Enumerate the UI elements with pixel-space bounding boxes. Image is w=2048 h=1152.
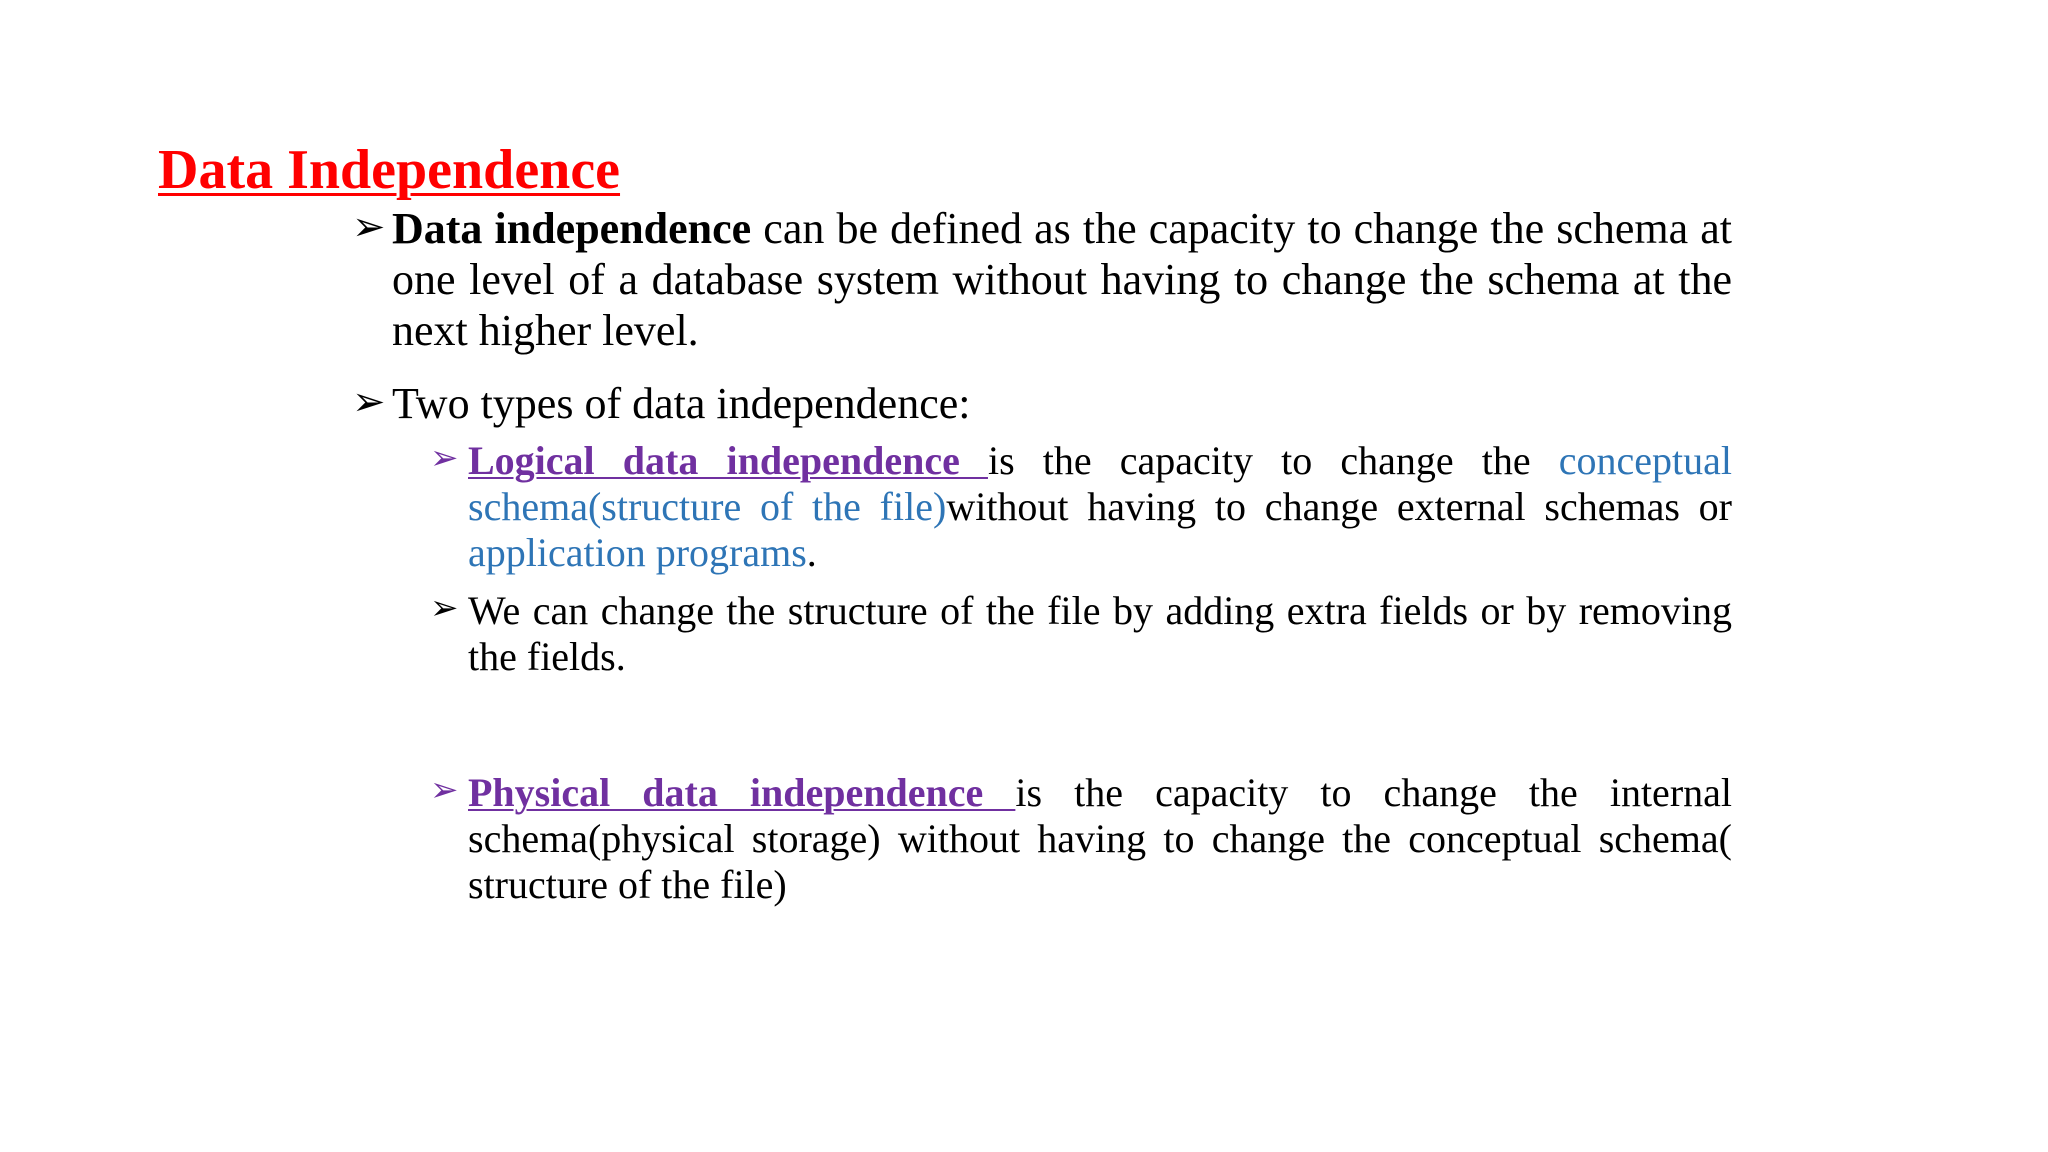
bullet-example-text: We can change the structure of the file by adding extra fields or by removing the fields. <box>468 588 1732 679</box>
arrow-bullet-icon: ➢ <box>352 379 386 424</box>
arrow-bullet-icon: ➢ <box>352 204 386 249</box>
application-programs-highlight: application programs <box>468 530 807 575</box>
definition-body: can be defined as the capacity to change the schema at one level of a database system without having to change the schema at the next higher level. <box>392 204 1732 355</box>
bullet-physical <box>430 770 1732 908</box>
logical-text-3: . <box>806 530 817 575</box>
arrow-bullet-icon: ➢ <box>430 590 459 627</box>
bullet-example <box>430 588 1732 680</box>
conceptual-schema-highlight: conceptual schema(structure of the file) <box>468 438 1732 529</box>
bullet-logical <box>430 438 1732 576</box>
bullet-definition-text <box>392 203 1732 356</box>
bullet-types <box>352 378 1732 429</box>
arrow-bullet-icon: ➢ <box>430 440 459 477</box>
term-logical-data-independence[interactable]: Logical data independence <box>468 438 988 483</box>
arrow-bullet-icon: ➢ <box>430 772 459 809</box>
logical-text-2: without having to change external schemas or <box>946 484 1733 529</box>
slide-title: Data Independence <box>158 139 621 201</box>
bullet-logical-text <box>468 438 1732 576</box>
logical-text-1: is the capacity to change the <box>987 438 1559 483</box>
bullet-physical-text <box>468 770 1732 908</box>
bullet-types-text: Two types of data independence: <box>392 379 971 428</box>
bullet-definition <box>352 203 1732 356</box>
term-physical-data-independence[interactable]: Physical data independence <box>468 770 1016 815</box>
physical-body: is the capacity to change the internal schema(physical storage) without having to change the conceptual schema( structure of the file) <box>468 770 1733 907</box>
term-data-independence: Data independence <box>392 204 752 253</box>
